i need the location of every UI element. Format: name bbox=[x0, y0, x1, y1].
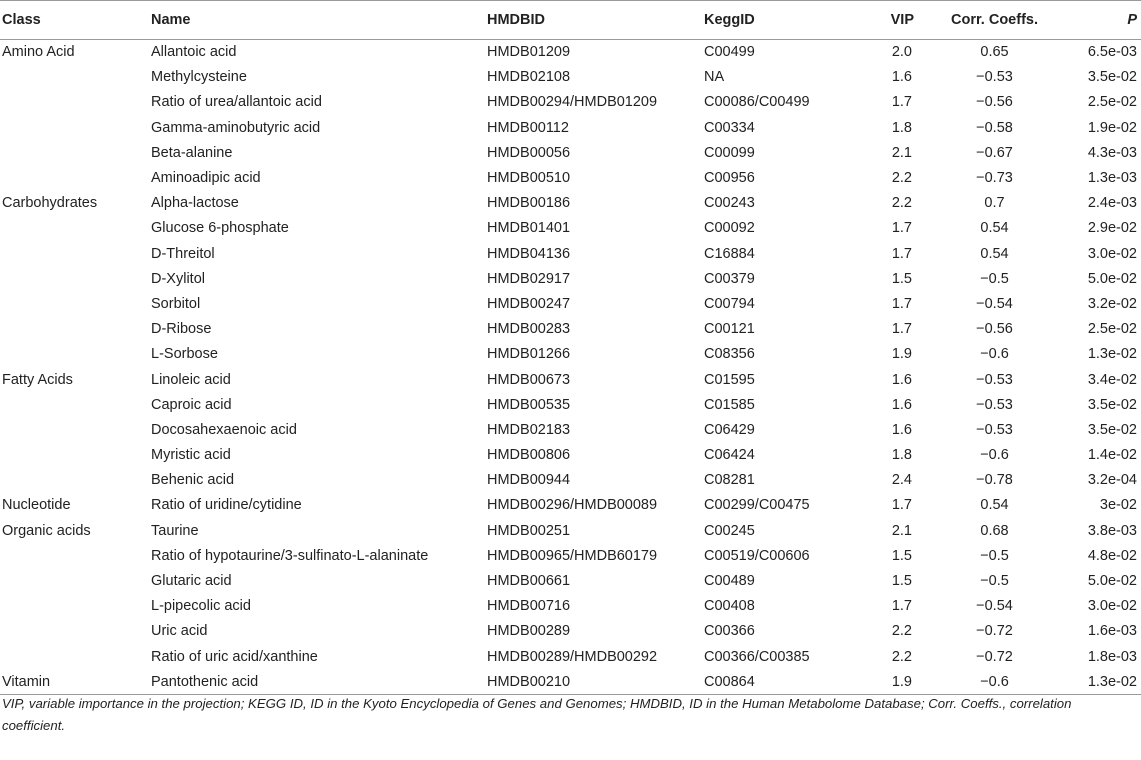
cell-corr-coeff: −0.53 bbox=[976, 371, 1013, 388]
cell-p-value: 3.4e-02 bbox=[1087, 371, 1137, 388]
cell-keggid: C00245 bbox=[704, 522, 755, 539]
cell-keggid: C08281 bbox=[704, 472, 755, 489]
cell-class: Carbohydrates bbox=[2, 195, 98, 212]
cell-hmdbid: HMDB00510 bbox=[487, 170, 571, 187]
cell-name: Allantoic acid bbox=[151, 44, 237, 61]
cell-class: Nucleotide bbox=[2, 497, 71, 514]
cell-name: Linoleic acid bbox=[151, 371, 231, 388]
cell-p-value: 1.3e-02 bbox=[1087, 346, 1137, 363]
cell-p-value: 3.5e-02 bbox=[1087, 396, 1137, 413]
cell-corr-coeff: −0.6 bbox=[980, 447, 1009, 464]
cell-hmdbid: HMDB00247 bbox=[487, 295, 571, 312]
cell-hmdbid: HMDB00112 bbox=[487, 119, 569, 136]
cell-vip: 2.4 bbox=[891, 472, 912, 489]
table-row bbox=[0, 65, 1141, 90]
cell-keggid: C00086/C00499 bbox=[704, 94, 810, 111]
cell-hmdbid: HMDB02108 bbox=[487, 69, 571, 86]
cell-vip: 1.7 bbox=[891, 245, 912, 262]
cell-keggid: C00334 bbox=[704, 119, 755, 136]
cell-class bbox=[0, 417, 147, 442]
cell-hmdbid: HMDB00289 bbox=[487, 623, 571, 640]
cell-hmdbid: HMDB00210 bbox=[483, 669, 700, 694]
cell-corr-coeff: −0.53 bbox=[976, 396, 1013, 413]
table-row bbox=[0, 493, 1141, 518]
header-p-value bbox=[1051, 1, 1141, 40]
table-row bbox=[0, 518, 1141, 543]
table-row bbox=[0, 140, 1141, 165]
cell-p-value: 5.0e-02 bbox=[1087, 270, 1137, 287]
cell-vip: 2.2 bbox=[891, 648, 912, 665]
cell-hmdbid: HMDB00294/HMDB01209 bbox=[487, 94, 658, 111]
cell-class: Organic acids bbox=[2, 522, 91, 539]
cell-keggid: C00499 bbox=[704, 44, 755, 61]
table-footnote: VIP, variable importance in the projection; KEGG ID, ID in the Kyoto Encyclopedia of Genes and Genomes; HMDBID, ID in the Human Metabolome Database; Corr. Coeffs., correlation coefficient. bbox=[2, 696, 1072, 733]
cell-name: Myristic acid bbox=[151, 447, 231, 464]
header-class: Class bbox=[0, 1, 147, 40]
cell-keggid: C00121 bbox=[704, 321, 755, 338]
cell-name: Alpha-lactose bbox=[151, 195, 239, 212]
cell-name: Beta-alanine bbox=[151, 144, 233, 161]
cell-class bbox=[0, 65, 147, 90]
table-row bbox=[0, 90, 1141, 115]
cell-keggid: C00299/C00475 bbox=[704, 497, 810, 514]
cell-p-value: 3.0e-02 bbox=[1087, 245, 1137, 262]
cell-hmdbid: HMDB00289/HMDB00292 bbox=[487, 648, 658, 665]
table-row bbox=[0, 367, 1141, 392]
cell-p-value: 2.9e-02 bbox=[1087, 220, 1137, 237]
cell-p-value: 1.3e-03 bbox=[1087, 170, 1137, 187]
cell-name: Aminoadipic acid bbox=[151, 170, 261, 187]
cell-name: Behenic acid bbox=[151, 472, 235, 489]
cell-class bbox=[0, 443, 147, 468]
cell-name: Sorbitol bbox=[151, 295, 201, 312]
cell-p-value: 3.2e-02 bbox=[1087, 295, 1137, 312]
cell-name: Glucose 6-phosphate bbox=[151, 220, 289, 237]
cell-p-value: 4.8e-02 bbox=[1087, 547, 1137, 564]
cell-hmdbid: HMDB04136 bbox=[487, 245, 571, 262]
cell-hmdbid: HMDB00283 bbox=[487, 321, 571, 338]
table-row bbox=[0, 644, 1141, 669]
cell-keggid: C06424 bbox=[704, 447, 755, 464]
table-row bbox=[0, 669, 1141, 694]
cell-corr-coeff: −0.72 bbox=[976, 648, 1013, 665]
cell-name: D-Ribose bbox=[151, 321, 212, 338]
table-row bbox=[0, 40, 1141, 65]
cell-class: Amino Acid bbox=[2, 44, 75, 61]
cell-vip: 2.1 bbox=[891, 144, 912, 161]
cell-vip: 1.7 bbox=[891, 94, 912, 111]
cell-class bbox=[0, 568, 147, 593]
cell-p-value: 4.3e-03 bbox=[1087, 144, 1137, 161]
cell-corr-coeff: −0.5 bbox=[980, 573, 1009, 590]
table-row bbox=[0, 468, 1141, 493]
cell-vip: 1.6 bbox=[891, 396, 912, 413]
cell-vip: 1.7 bbox=[891, 321, 912, 338]
cell-name: Pantothenic acid bbox=[147, 669, 483, 694]
table-row bbox=[0, 342, 1141, 367]
table-row bbox=[0, 191, 1141, 216]
cell-class bbox=[0, 216, 147, 241]
cell-hmdbid: HMDB01209 bbox=[487, 44, 571, 61]
cell-corr-coeff: −0.73 bbox=[976, 170, 1013, 187]
cell-keggid: C00366 bbox=[704, 623, 755, 640]
cell-corr-coeff: 0.65 bbox=[980, 44, 1009, 61]
cell-name: Methylcysteine bbox=[151, 69, 247, 86]
cell-class bbox=[0, 594, 147, 619]
cell-p-value: 1.6e-03 bbox=[1087, 623, 1137, 640]
cell-corr-coeff: −0.53 bbox=[976, 69, 1013, 86]
cell-p-value: 3e-02 bbox=[1099, 497, 1137, 514]
cell-class bbox=[0, 115, 147, 140]
table-row bbox=[0, 241, 1141, 266]
cell-vip: 1.5 bbox=[891, 573, 912, 590]
cell-class bbox=[0, 342, 147, 367]
cell-hmdbid: HMDB00965/HMDB60179 bbox=[487, 547, 658, 564]
cell-class bbox=[0, 619, 147, 644]
cell-corr-coeff: −0.5 bbox=[980, 270, 1009, 287]
cell-hmdbid: HMDB00661 bbox=[487, 573, 571, 590]
cell-keggid: C00379 bbox=[704, 270, 755, 287]
table-row bbox=[0, 115, 1141, 140]
cell-corr-coeff: −0.67 bbox=[976, 144, 1013, 161]
cell-name: Ratio of uridine/cytidine bbox=[151, 497, 302, 514]
cell-keggid: C00366/C00385 bbox=[704, 648, 810, 665]
cell-corr-coeff: −0.54 bbox=[976, 295, 1013, 312]
cell-p-value: 2.5e-02 bbox=[1087, 321, 1137, 338]
cell-vip: 1.7 bbox=[891, 295, 912, 312]
header-p-label: P bbox=[1127, 12, 1137, 28]
cell-hmdbid: HMDB01266 bbox=[487, 346, 571, 363]
cell-p-value: 1.3e-02 bbox=[1051, 669, 1141, 694]
cell-name: L-Sorbose bbox=[151, 346, 218, 363]
cell-hmdbid: HMDB00673 bbox=[487, 371, 571, 388]
cell-corr-coeff: 0.54 bbox=[980, 220, 1009, 237]
cell-keggid: C16884 bbox=[704, 245, 755, 262]
header-keggid: KeggID bbox=[700, 1, 857, 40]
table-row bbox=[0, 594, 1141, 619]
cell-p-value: 1.8e-03 bbox=[1087, 648, 1137, 665]
cell-hmdbid: HMDB00806 bbox=[487, 447, 571, 464]
cell-hmdbid: HMDB01401 bbox=[487, 220, 571, 237]
cell-name: Taurine bbox=[151, 522, 199, 539]
table-row bbox=[0, 443, 1141, 468]
cell-keggid: C00956 bbox=[704, 170, 755, 187]
table-row bbox=[0, 619, 1141, 644]
cell-p-value: 3.5e-02 bbox=[1087, 69, 1137, 86]
cell-corr-coeff: −0.6 bbox=[980, 346, 1009, 363]
cell-p-value: 3.0e-02 bbox=[1087, 598, 1137, 615]
cell-keggid: C00519/C00606 bbox=[704, 547, 810, 564]
table-row bbox=[0, 266, 1141, 291]
table-row bbox=[0, 417, 1141, 442]
cell-keggid: NA bbox=[704, 69, 725, 86]
table-body bbox=[0, 40, 1141, 695]
cell-hmdbid: HMDB00535 bbox=[487, 396, 571, 413]
table-row bbox=[0, 317, 1141, 342]
cell-vip: 1.6 bbox=[891, 421, 912, 438]
cell-keggid: C08356 bbox=[704, 346, 755, 363]
cell-class bbox=[0, 241, 147, 266]
cell-vip: 2.2 bbox=[891, 170, 912, 187]
table-row bbox=[0, 291, 1141, 316]
cell-corr-coeff: −0.54 bbox=[976, 598, 1013, 615]
header-row bbox=[0, 1, 1141, 40]
cell-vip: 1.7 bbox=[891, 598, 912, 615]
cell-name: Gamma-aminobutyric acid bbox=[151, 119, 321, 136]
cell-hmdbid: HMDB00056 bbox=[487, 144, 571, 161]
cell-keggid: C00408 bbox=[704, 598, 755, 615]
cell-corr-coeff: 0.54 bbox=[980, 497, 1009, 514]
cell-class: Fatty Acids bbox=[2, 371, 73, 388]
header-corr-coeffs: Corr. Coeffs. bbox=[938, 1, 1051, 40]
cell-corr-coeff: −0.72 bbox=[976, 623, 1013, 640]
cell-corr-coeff: −0.56 bbox=[976, 321, 1013, 338]
cell-vip: 2.0 bbox=[891, 44, 912, 61]
cell-name: Caproic acid bbox=[151, 396, 232, 413]
cell-name: Ratio of uric acid/xanthine bbox=[151, 648, 318, 665]
cell-corr-coeff: 0.7 bbox=[984, 195, 1005, 212]
cell-class bbox=[0, 392, 147, 417]
cell-hmdbid: HMDB00186 bbox=[487, 195, 571, 212]
cell-vip: 1.6 bbox=[891, 69, 912, 86]
cell-class bbox=[0, 543, 147, 568]
header-name: Name bbox=[147, 1, 483, 40]
cell-vip: 1.5 bbox=[891, 547, 912, 564]
cell-p-value: 3.2e-04 bbox=[1087, 472, 1137, 489]
cell-hmdbid: HMDB00251 bbox=[487, 522, 571, 539]
cell-p-value: 2.4e-03 bbox=[1087, 195, 1137, 212]
cell-corr-coeff: −0.58 bbox=[976, 119, 1013, 136]
cell-name: Uric acid bbox=[151, 623, 208, 640]
cell-class bbox=[0, 468, 147, 493]
cell-name: Glutaric acid bbox=[151, 573, 232, 590]
cell-p-value: 2.5e-02 bbox=[1087, 94, 1137, 111]
table-row bbox=[0, 392, 1141, 417]
cell-keggid: C06429 bbox=[704, 421, 755, 438]
table-row bbox=[0, 216, 1141, 241]
cell-vip: 2.2 bbox=[891, 195, 912, 212]
table-row bbox=[0, 165, 1141, 190]
cell-corr-coeff: −0.78 bbox=[976, 472, 1013, 489]
cell-class bbox=[0, 644, 147, 669]
table-header bbox=[0, 1, 1141, 40]
cell-name: D-Xylitol bbox=[151, 270, 205, 287]
cell-name: D-Threitol bbox=[151, 245, 215, 262]
cell-hmdbid: HMDB02183 bbox=[487, 421, 571, 438]
table-row bbox=[0, 568, 1141, 593]
cell-p-value: 5.0e-02 bbox=[1087, 573, 1137, 590]
cell-keggid: C00243 bbox=[704, 195, 755, 212]
header-hmdbid: HMDBID bbox=[483, 1, 700, 40]
cell-vip: 1.8 bbox=[891, 119, 912, 136]
cell-class bbox=[0, 266, 147, 291]
cell-hmdbid: HMDB00944 bbox=[487, 472, 571, 489]
cell-name: Ratio of urea/allantoic acid bbox=[151, 94, 322, 111]
header-vip: VIP bbox=[857, 1, 938, 40]
cell-corr-coeff: 0.68 bbox=[980, 522, 1009, 539]
cell-corr-coeff: −0.6 bbox=[938, 669, 1051, 694]
cell-name: Ratio of hypotaurine/3-sulfinato-L-alaninate bbox=[151, 547, 429, 564]
cell-vip: 1.8 bbox=[891, 447, 912, 464]
cell-keggid: C00099 bbox=[704, 144, 755, 161]
cell-name: Docosahexaenoic acid bbox=[151, 421, 297, 438]
cell-vip: 1.9 bbox=[891, 346, 912, 363]
cell-class bbox=[0, 317, 147, 342]
cell-class bbox=[0, 165, 147, 190]
cell-vip: 1.9 bbox=[857, 669, 938, 694]
cell-class: Vitamin bbox=[0, 669, 147, 694]
cell-keggid: C00794 bbox=[704, 295, 755, 312]
cell-keggid: C00489 bbox=[704, 573, 755, 590]
cell-p-value: 3.8e-03 bbox=[1087, 522, 1137, 539]
cell-class bbox=[0, 291, 147, 316]
cell-corr-coeff: 0.54 bbox=[980, 245, 1009, 262]
cell-p-value: 1.9e-02 bbox=[1087, 119, 1137, 136]
cell-vip: 2.1 bbox=[891, 522, 912, 539]
cell-p-value: 1.4e-02 bbox=[1087, 447, 1137, 464]
cell-p-value: 3.5e-02 bbox=[1087, 421, 1137, 438]
cell-keggid: C00092 bbox=[704, 220, 755, 237]
cell-vip: 1.5 bbox=[891, 270, 912, 287]
cell-vip: 1.7 bbox=[891, 220, 912, 237]
cell-class bbox=[0, 90, 147, 115]
cell-class bbox=[0, 140, 147, 165]
cell-p-value: 6.5e-03 bbox=[1087, 44, 1137, 61]
table-row bbox=[0, 543, 1141, 568]
cell-keggid: C00864 bbox=[700, 669, 857, 694]
cell-name: L-pipecolic acid bbox=[151, 598, 251, 615]
cell-hmdbid: HMDB02917 bbox=[487, 270, 571, 287]
cell-hmdbid: HMDB00296/HMDB00089 bbox=[487, 497, 658, 514]
cell-hmdbid: HMDB00716 bbox=[487, 598, 571, 615]
cell-corr-coeff: −0.56 bbox=[976, 94, 1013, 111]
cell-vip: 1.6 bbox=[891, 371, 912, 388]
cell-keggid: C01595 bbox=[704, 371, 755, 388]
cell-vip: 1.7 bbox=[891, 497, 912, 514]
cell-corr-coeff: −0.53 bbox=[976, 421, 1013, 438]
cell-corr-coeff: −0.5 bbox=[980, 547, 1009, 564]
cell-vip: 2.2 bbox=[891, 623, 912, 640]
cell-keggid: C01585 bbox=[704, 396, 755, 413]
